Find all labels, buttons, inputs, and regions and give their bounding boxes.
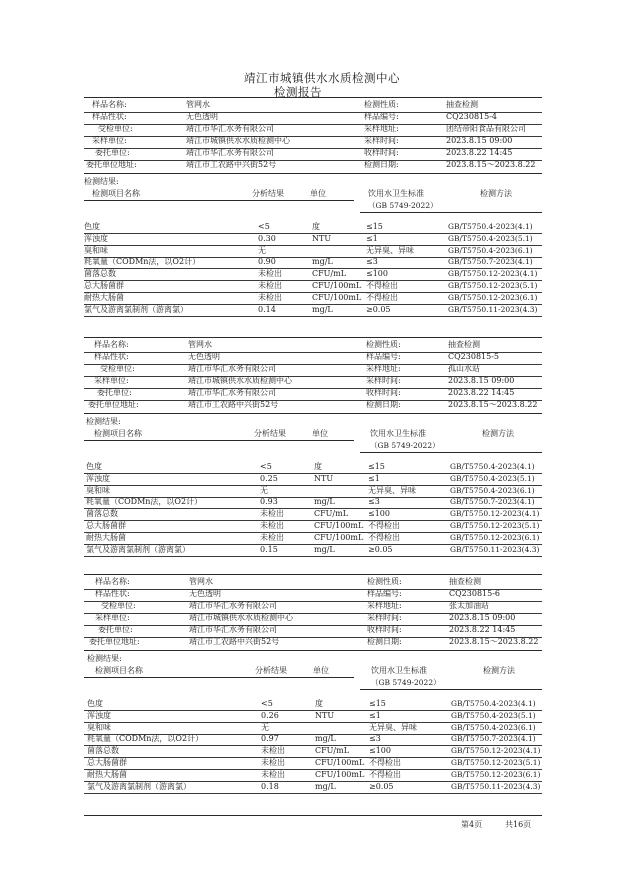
info-label: 采样地址: [367, 601, 402, 610]
result-cell-method: GB/T5750.12-2023(5.1) [448, 281, 538, 290]
result-cell-unit: CFU/mL [312, 269, 347, 279]
result-cell-item: 臭和味 [86, 485, 110, 495]
result-cell-std: 无异臭、异味 [368, 485, 416, 495]
info-bottom-rule [84, 413, 542, 414]
result-cell-method: GB/T5750.12-2023(5.1) [451, 758, 541, 767]
result-cell-result: <5 [260, 462, 272, 471]
column-header-std1: 饮用水卫生标准 [370, 429, 426, 438]
info-value: 靖江市城镇供水水质检测中心 [188, 376, 292, 385]
result-cell-result: 0.30 [258, 233, 276, 243]
result-cell-method: GB/T5750.4-2023(5.1) [450, 473, 535, 483]
info-value: 管网水 [186, 100, 210, 109]
result-cell-method: GB/T5750.4-2023(4.1) [448, 222, 533, 231]
result-cell-std: ≤100 [368, 509, 390, 519]
info-bottom-rule [84, 650, 542, 651]
result-cell-result: 0.15 [260, 544, 278, 554]
result-cell-method: GB/T5750.12-2023(4.1) [450, 509, 540, 519]
result-cell-std: ≥0.05 [369, 781, 394, 791]
info-value: 靖江市华汇水务有限公司 [188, 364, 276, 373]
footer-page-number: 第4页 [461, 820, 483, 829]
result-row-rule [84, 556, 542, 557]
result-cell-std: ≤3 [368, 497, 380, 507]
info-value: 2023.8.15～2023.8.22 [449, 637, 539, 646]
info-bottom-rule [84, 173, 542, 174]
result-cell-item: 菌落总数 [86, 509, 118, 519]
result-cell-std: 不得检出 [369, 769, 401, 779]
column-header-std1: 饮用水卫生标准 [368, 189, 424, 198]
result-cell-item: 耗氧量（CODMn法，以O2计） [86, 497, 203, 507]
result-cell-item: 耗氧量（CODMn法，以O2计） [84, 257, 201, 267]
result-cell-unit: 度 [314, 462, 322, 471]
result-cell-unit: NTU [314, 473, 334, 483]
result-cell-method: GB/T5750.4-2023(5.1) [451, 710, 536, 720]
result-cell-std: ≤15 [369, 699, 386, 708]
info-value: 靖江市华汇水务有限公司 [189, 625, 277, 634]
info-value: 靖江市城镇供水水质检测中心 [186, 136, 290, 145]
info-value: 2023.8.15～2023.8.22 [446, 160, 536, 169]
result-cell-method: GB/T5750.4-2023(4.1) [451, 699, 536, 708]
info-label: 采样时间: [364, 136, 399, 145]
result-cell-method: GB/T5750.7-2023(4.1) [448, 257, 533, 267]
section-top-rule [84, 337, 542, 338]
result-cell-unit: CFU/100mL [315, 758, 365, 767]
result-cell-method: GB/T5750.12-2023(5.1) [450, 521, 540, 530]
result-cell-method: GB/T5750.11-2023(4.3) [448, 304, 538, 314]
result-cell-item: 总大肠菌群 [87, 758, 127, 767]
result-cell-item: 耐热大肠菌 [87, 769, 127, 779]
result-cell-result: 0.14 [258, 304, 276, 314]
info-label: 样品名称: [94, 340, 129, 349]
result-cell-unit: CFU/100mL [315, 769, 365, 779]
info-label: 检测性质: [366, 340, 401, 349]
result-cell-method: GB/T5750.7-2023(4.1) [450, 497, 535, 507]
result-cell-item: 耐热大肠菌 [84, 292, 124, 302]
result-cell-unit: CFU/100mL [314, 532, 364, 542]
info-label: 检测日期: [366, 400, 401, 409]
result-cell-unit: CFU/mL [315, 746, 350, 756]
org-title: 靖江市城镇供水水质检测中心 [244, 71, 400, 85]
info-label: 委托单位: [97, 388, 132, 397]
info-value: 无色透明 [186, 112, 218, 121]
result-cell-result: 0.26 [261, 710, 279, 720]
info-value: 管网水 [188, 340, 212, 349]
info-label: 样品编号: [367, 589, 402, 598]
info-label: 采样单位: [95, 613, 130, 622]
result-cell-std: 不得检出 [368, 532, 400, 542]
result-cell-unit: mg/L [315, 781, 336, 791]
result-cell-result: 0.93 [260, 497, 278, 507]
result-cell-result: <5 [261, 699, 273, 708]
result-cell-result: 0.90 [258, 257, 276, 267]
result-cell-std: ≥0.05 [366, 304, 391, 314]
info-value: 抽查检测 [448, 340, 480, 349]
result-cell-std: 不得检出 [366, 292, 398, 302]
info-value: 靖江市华汇水务有限公司 [188, 388, 276, 397]
info-label: 受检单位: [101, 601, 136, 610]
info-label: 受检单位: [98, 124, 133, 133]
result-cell-result: 未检出 [258, 292, 282, 302]
info-label: 受检单位: [100, 364, 135, 373]
result-cell-std: ≤1 [369, 710, 381, 720]
result-row-rule [84, 793, 542, 794]
info-value: 2023.8.15 09:00 [448, 376, 515, 385]
result-cell-result: 未检出 [260, 509, 284, 519]
column-header-standard-code: （GB 5749-2022） [368, 201, 438, 210]
result-cell-method: GB/T5750.11-2023(4.3) [450, 544, 540, 554]
result-cell-item: 臭和味 [87, 722, 111, 732]
table-header-rule [84, 440, 354, 441]
result-cell-std: ≥0.05 [368, 544, 393, 554]
result-cell-std: 无异臭、异味 [366, 245, 414, 255]
result-cell-std: ≤15 [368, 462, 385, 471]
result-cell-item: 氯气及游离氯制剂（游离氯） [84, 304, 188, 314]
result-cell-unit: 度 [315, 699, 323, 708]
info-label: 委托单位: [95, 148, 130, 157]
results-heading: 检测结果: [87, 654, 122, 663]
column-header-standard-code: （GB 5749-2022） [371, 678, 441, 687]
result-cell-item: 浑浊度 [84, 233, 108, 243]
info-label: 收样时间: [366, 388, 401, 397]
result-cell-std: ≤1 [368, 473, 380, 483]
info-label: 采样单位: [94, 376, 129, 385]
result-cell-unit: CFU/100mL [312, 281, 362, 290]
result-cell-method: GB/T5750.4-2023(6.1) [450, 485, 535, 495]
info-label: 样品性状: [92, 112, 127, 121]
result-cell-std: ≤100 [366, 269, 388, 279]
info-value: 靖江市工农路中兴街52号 [189, 637, 280, 646]
result-cell-unit: mg/L [312, 304, 333, 314]
result-cell-result: 未检出 [261, 769, 285, 779]
result-cell-std: 不得检出 [368, 521, 400, 530]
result-cell-unit: mg/L [312, 257, 333, 267]
info-label: 委托单位: [98, 625, 133, 634]
result-cell-unit: CFU/100mL [312, 292, 362, 302]
column-header-item: 检测项目名称 [94, 429, 142, 438]
results-heading: 检测结果: [84, 177, 119, 186]
result-cell-item: 菌落总数 [84, 269, 116, 279]
info-value: 2023.8.15～2023.8.22 [448, 400, 538, 409]
result-cell-item: 总大肠菌群 [86, 521, 126, 530]
result-cell-std: 不得检出 [369, 758, 401, 767]
result-cell-item: 浑浊度 [87, 710, 111, 720]
info-value: CQ230815-6 [449, 589, 501, 598]
info-label: 样品性状: [95, 589, 130, 598]
result-cell-std: ≤1 [366, 233, 378, 243]
column-header-unit: 单位 [312, 429, 328, 438]
info-label: 收样时间: [364, 148, 399, 157]
info-value: 靖江市华汇水务有限公司 [186, 124, 274, 133]
result-cell-result: <5 [258, 222, 270, 231]
result-cell-result: 0.18 [261, 781, 279, 791]
info-value: 无色透明 [188, 352, 220, 361]
info-value: 2023.8.22 14:45 [448, 388, 515, 397]
result-cell-item: 氯气及游离氯制剂（游离氯） [87, 781, 191, 791]
result-cell-method: GB/T5750.11-2023(4.3) [451, 781, 541, 791]
result-cell-result: 无 [260, 485, 268, 495]
result-cell-item: 耗氧量（CODMn法，以O2计） [87, 734, 204, 744]
table-header-rule [84, 677, 354, 678]
info-label: 委托单位地址: [86, 160, 137, 169]
result-cell-item: 氯气及游离氯制剂（游离氯） [86, 544, 190, 554]
table-header-rule-right [360, 452, 542, 453]
info-label: 收样时间: [367, 625, 402, 634]
result-cell-unit: CFU/mL [314, 509, 349, 519]
result-cell-unit: 度 [312, 222, 320, 231]
result-cell-result: 0.97 [261, 734, 279, 744]
result-cell-result: 未检出 [261, 746, 285, 756]
result-cell-std: ≤100 [369, 746, 391, 756]
result-cell-item: 耐热大肠菌 [86, 532, 126, 542]
result-cell-std: ≤15 [366, 222, 383, 231]
column-header-result: 分析结果 [252, 189, 284, 198]
column-header-result: 分析结果 [255, 666, 287, 675]
info-label: 采样时间: [367, 613, 402, 622]
result-cell-item: 臭和味 [84, 245, 108, 255]
column-header-item: 检测项目名称 [95, 666, 143, 675]
info-value: 靖江市工农路中兴街52号 [186, 160, 277, 169]
column-header-item: 检测项目名称 [92, 189, 140, 198]
info-value: 2023.8.15 09:00 [449, 613, 516, 622]
info-value: 靖江市华汇水务有限公司 [186, 148, 274, 157]
info-label: 样品编号: [366, 352, 401, 361]
result-cell-item: 浑浊度 [86, 473, 110, 483]
column-header-standard-code: （GB 5749-2022） [370, 441, 440, 450]
result-cell-method: GB/T5750.4-2023(4.1) [450, 462, 535, 471]
column-header-unit: 单位 [310, 189, 326, 198]
section-top-rule [84, 97, 542, 98]
info-label: 检测日期: [367, 637, 402, 646]
column-header-method: 检测方法 [480, 189, 512, 198]
result-cell-method: GB/T5750.4-2023(5.1) [448, 233, 533, 243]
table-header-rule-right [360, 212, 542, 213]
result-cell-result: 未检出 [260, 521, 284, 530]
info-label: 委托单位地址: [89, 637, 140, 646]
info-label: 采样时间: [366, 376, 401, 385]
result-cell-result: 0.25 [260, 473, 278, 483]
info-value: 无色透明 [189, 589, 221, 598]
column-header-method: 检测方法 [483, 666, 515, 675]
info-value: 管网水 [189, 577, 213, 586]
result-cell-item: 菌落总数 [87, 746, 119, 756]
info-label: 采样地址: [364, 124, 399, 133]
result-cell-method: GB/T5750.4-2023(6.1) [448, 245, 533, 255]
column-header-method: 检测方法 [482, 429, 514, 438]
info-value: 2023.8.15 09:00 [446, 136, 513, 145]
result-cell-result: 无 [258, 245, 266, 255]
result-cell-result: 未检出 [261, 758, 285, 767]
result-row-rule [84, 316, 542, 317]
info-value: 孤山水站 [448, 364, 480, 373]
column-header-result: 分析结果 [254, 429, 286, 438]
result-cell-std: 不得检出 [366, 281, 398, 290]
result-cell-item: 色度 [86, 462, 102, 471]
info-value: 抽查检测 [446, 100, 478, 109]
column-header-std1: 饮用水卫生标准 [371, 666, 427, 675]
result-cell-method: GB/T5750.12-2023(4.1) [451, 746, 541, 756]
result-cell-result: 未检出 [258, 281, 282, 290]
result-cell-item: 总大肠菌群 [84, 281, 124, 290]
result-cell-result: 未检出 [258, 269, 282, 279]
result-cell-unit: NTU [315, 710, 335, 720]
info-label: 采样单位: [92, 136, 127, 145]
info-value: CQ230815-4 [446, 112, 498, 121]
info-label: 样品名称: [95, 577, 130, 586]
results-heading: 检测结果: [86, 417, 121, 426]
document-title: 检测报告 [274, 85, 322, 99]
result-cell-result: 未检出 [260, 532, 284, 542]
column-header-unit: 单位 [313, 666, 329, 675]
result-cell-std: ≤3 [366, 257, 378, 267]
result-cell-std: ≤3 [369, 734, 381, 744]
result-cell-unit: mg/L [315, 734, 336, 744]
info-label: 采样地址: [366, 364, 401, 373]
result-cell-method: GB/T5750.12-2023(6.1) [451, 769, 541, 779]
info-label: 样品编号: [364, 112, 399, 121]
info-label: 检测日期: [364, 160, 399, 169]
info-value: 张太加油站 [449, 601, 489, 610]
info-value: 靖江市华汇水务有限公司 [189, 601, 277, 610]
result-cell-result: 无 [261, 722, 269, 732]
result-cell-method: GB/T5750.4-2023(6.1) [451, 722, 536, 732]
section-top-rule [84, 574, 542, 575]
result-cell-unit: mg/L [314, 544, 335, 554]
table-header-rule-right [360, 689, 542, 690]
info-value: CQ230815-5 [448, 352, 500, 361]
info-label: 检测性质: [367, 577, 402, 586]
info-label: 委托单位地址: [88, 400, 139, 409]
result-cell-method: GB/T5750.12-2023(6.1) [448, 292, 538, 302]
result-cell-item: 色度 [87, 699, 103, 708]
info-value: 靖江市工农路中兴街52号 [188, 400, 279, 409]
result-cell-method: GB/T5750.12-2023(4.1) [448, 269, 538, 279]
result-cell-std: 无异臭、异味 [369, 722, 417, 732]
info-value: 抽查检测 [449, 577, 481, 586]
result-cell-unit: CFU/100mL [314, 521, 364, 530]
info-value: 团结帝阳食品有限公司 [446, 124, 526, 133]
info-value: 靖江市城镇供水水质检测中心 [189, 613, 293, 622]
footer-page-total: 共16页 [505, 820, 532, 829]
footer-rule [84, 815, 542, 816]
result-cell-unit: NTU [312, 233, 332, 243]
info-label: 检测性质: [364, 100, 399, 109]
result-cell-method: GB/T5750.7-2023(4.1) [451, 734, 536, 744]
info-value: 2023.8.22 14:45 [449, 625, 516, 634]
result-cell-unit: mg/L [314, 497, 335, 507]
result-cell-item: 色度 [84, 222, 100, 231]
info-value: 2023.8.22 14:45 [446, 148, 513, 157]
table-header-rule [84, 200, 354, 201]
result-cell-method: GB/T5750.12-2023(6.1) [450, 532, 540, 542]
info-label: 样品性状: [94, 352, 129, 361]
info-label: 样品名称: [92, 100, 127, 109]
